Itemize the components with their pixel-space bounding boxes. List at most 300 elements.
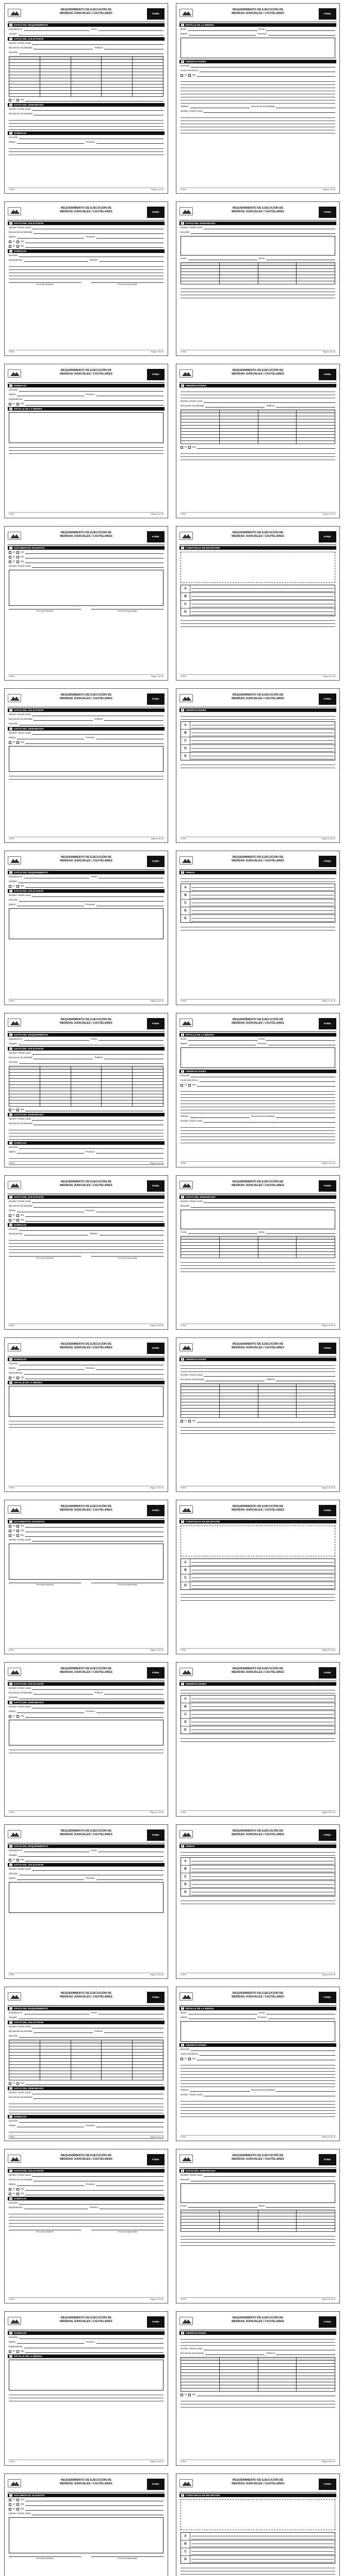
table-cell[interactable] <box>71 94 102 97</box>
department-field[interactable] <box>24 1233 88 1235</box>
text-field[interactable] <box>25 99 163 101</box>
ruled-lines[interactable] <box>181 1736 335 1742</box>
department-field[interactable] <box>24 2346 163 2348</box>
ruled-lines[interactable] <box>181 924 335 930</box>
department-field[interactable] <box>24 259 88 262</box>
free-text-box[interactable] <box>9 412 163 443</box>
checkbox[interactable] <box>17 1530 19 1532</box>
text-field[interactable] <box>197 2058 335 2060</box>
text-field[interactable] <box>197 1084 335 1087</box>
text-field[interactable] <box>25 1859 163 1861</box>
district-field[interactable] <box>17 2183 84 2186</box>
free-text-box[interactable] <box>181 236 335 256</box>
court-field[interactable] <box>19 880 163 883</box>
ruled-lines[interactable] <box>181 2565 335 2574</box>
email-field[interactable] <box>200 1079 335 1082</box>
amount-field[interactable] <box>266 258 335 260</box>
checkbox[interactable] <box>17 2508 19 2511</box>
checkbox[interactable] <box>17 2193 19 2195</box>
signature-applicant[interactable]: Firma del solicitante <box>9 1256 81 1259</box>
text-field[interactable] <box>25 1214 163 1217</box>
province-field[interactable] <box>268 1043 335 1045</box>
name-field[interactable] <box>204 227 335 229</box>
checkbox[interactable] <box>9 1377 11 1379</box>
ruled-lines[interactable] <box>181 1125 335 1143</box>
text-field[interactable] <box>25 2188 163 2191</box>
checkbox[interactable] <box>181 446 183 449</box>
table-cell[interactable] <box>181 1415 220 1418</box>
ruled-lines[interactable] <box>181 286 335 298</box>
id-doc-field[interactable] <box>34 47 93 49</box>
date-field[interactable] <box>99 2012 163 2014</box>
table-cell[interactable] <box>297 281 335 284</box>
free-text-box[interactable] <box>181 2183 335 2203</box>
province-field[interactable] <box>96 394 163 396</box>
province-field[interactable] <box>96 1210 163 1212</box>
name-field[interactable] <box>204 400 335 403</box>
province-field[interactable] <box>268 2016 335 2019</box>
text-field[interactable] <box>25 2350 163 2353</box>
court-field[interactable] <box>19 1854 163 1857</box>
address-field[interactable] <box>19 52 163 54</box>
table-cell[interactable] <box>71 2077 102 2080</box>
name-field[interactable] <box>204 1120 335 1123</box>
name-field[interactable] <box>32 1706 163 1708</box>
ruled-lines[interactable] <box>9 1127 163 1140</box>
name-field[interactable] <box>32 732 163 735</box>
defendant-address-field[interactable] <box>19 1146 163 1149</box>
table-cell[interactable] <box>297 441 335 444</box>
phone-field[interactable] <box>276 1379 335 1381</box>
address-field[interactable] <box>19 1061 163 1064</box>
checkbox[interactable] <box>9 2193 11 2195</box>
district-field[interactable] <box>189 2016 256 2019</box>
checkbox[interactable] <box>17 1109 19 1111</box>
address-field[interactable] <box>19 2035 163 2038</box>
table-cell[interactable] <box>181 281 220 284</box>
table-cell[interactable] <box>9 94 40 97</box>
ruled-lines[interactable] <box>181 1089 335 1113</box>
address-field[interactable] <box>19 2336 163 2339</box>
checkbox[interactable] <box>9 1214 11 1217</box>
name-field[interactable] <box>32 894 163 897</box>
checkbox[interactable] <box>17 241 19 243</box>
free-text-box[interactable] <box>9 908 163 939</box>
table-cell[interactable] <box>258 441 297 444</box>
table-cell[interactable] <box>297 1255 335 1258</box>
id-doc-field[interactable] <box>205 405 265 408</box>
table-cell[interactable] <box>258 1255 297 1258</box>
free-text-box[interactable] <box>9 1544 163 1580</box>
name-field[interactable] <box>32 1052 163 1055</box>
text-field[interactable] <box>25 885 163 888</box>
date-field[interactable] <box>99 876 163 878</box>
name-field[interactable] <box>204 2348 335 2350</box>
amount-field[interactable] <box>188 2012 257 2014</box>
defendant-id-field[interactable] <box>34 1123 163 1125</box>
table-cell[interactable] <box>258 281 297 284</box>
checkbox[interactable] <box>17 1377 19 1379</box>
table-cell[interactable] <box>133 1104 163 1107</box>
table-cell[interactable] <box>102 1104 133 1107</box>
amount-field[interactable] <box>188 28 257 31</box>
address-field[interactable] <box>191 1205 335 1208</box>
court-field[interactable] <box>19 1043 163 1045</box>
district-field[interactable] <box>17 1877 84 1880</box>
address-field[interactable] <box>19 1363 163 1365</box>
name-field[interactable] <box>32 565 163 568</box>
address-field[interactable] <box>19 1873 163 1875</box>
checkbox[interactable] <box>9 2188 11 2191</box>
checkbox[interactable] <box>17 561 19 563</box>
checkbox[interactable] <box>17 403 19 405</box>
table-cell[interactable] <box>297 2229 335 2232</box>
defendant-name-field[interactable] <box>32 2092 163 2094</box>
name-field[interactable] <box>32 2513 163 2515</box>
phone-field[interactable] <box>276 2352 335 2355</box>
checkbox[interactable] <box>9 885 11 888</box>
date-field[interactable] <box>188 2205 257 2208</box>
checkbox[interactable] <box>17 556 19 558</box>
address-field[interactable] <box>191 2048 335 2051</box>
table-cell[interactable] <box>9 1104 40 1107</box>
ruled-lines[interactable] <box>181 618 335 627</box>
signature-applicant[interactable]: Firma del solicitante <box>9 282 81 285</box>
text-field[interactable] <box>25 1525 163 1528</box>
free-text-box[interactable] <box>9 2517 163 2553</box>
name-field[interactable] <box>204 110 335 113</box>
id-doc-field[interactable] <box>34 2179 163 2181</box>
address-field[interactable] <box>19 1697 163 1699</box>
ruled-lines[interactable] <box>181 2233 335 2246</box>
checkbox[interactable] <box>188 74 191 77</box>
text-field[interactable] <box>25 241 163 243</box>
ruled-lines[interactable] <box>181 1363 335 1372</box>
free-text-box[interactable] <box>9 1386 163 1417</box>
text-field[interactable] <box>25 561 163 563</box>
phone-field[interactable] <box>104 47 163 49</box>
defendant-id-field[interactable] <box>34 113 163 115</box>
checkbox[interactable] <box>17 2082 19 2085</box>
text-field[interactable] <box>197 2394 335 2396</box>
date-field[interactable] <box>266 2012 335 2014</box>
free-text-box[interactable] <box>9 1882 163 1913</box>
table-cell[interactable] <box>40 1104 71 1107</box>
table-cell[interactable] <box>181 2388 220 2392</box>
defendant-address-field[interactable] <box>19 2120 163 2123</box>
phone-field[interactable] <box>190 106 250 108</box>
address-field[interactable] <box>191 65 335 67</box>
email-field[interactable] <box>200 2053 335 2056</box>
province-field[interactable] <box>96 1367 163 1370</box>
district-field[interactable] <box>17 1367 84 1370</box>
checkbox[interactable] <box>9 1715 11 1718</box>
ruled-lines[interactable] <box>9 1418 163 1428</box>
ruled-lines[interactable] <box>181 389 335 398</box>
district-field[interactable] <box>189 33 256 36</box>
ruled-lines[interactable] <box>9 773 163 779</box>
text-field[interactable] <box>25 2499 163 2501</box>
checkbox[interactable] <box>9 1534 11 1537</box>
table-cell[interactable] <box>297 2388 335 2392</box>
id-doc-field[interactable] <box>34 1057 93 1059</box>
checkbox[interactable] <box>17 1859 19 1861</box>
province-field[interactable] <box>96 1877 163 1880</box>
address-field[interactable] <box>19 389 163 392</box>
table-cell[interactable] <box>181 2229 220 2232</box>
text-field[interactable] <box>25 245 163 248</box>
checkbox[interactable] <box>181 1420 183 1422</box>
date-field[interactable] <box>99 28 163 31</box>
checkbox[interactable] <box>17 245 19 248</box>
ruled-lines[interactable] <box>181 1425 335 1434</box>
text-field[interactable] <box>197 446 335 449</box>
table-cell[interactable] <box>133 2077 163 2080</box>
checkbox[interactable] <box>9 1109 11 1111</box>
defendant-name-field[interactable] <box>32 1118 163 1121</box>
name-field[interactable] <box>204 1374 335 1377</box>
checkbox[interactable] <box>17 741 19 744</box>
ruled-lines[interactable] <box>181 714 335 720</box>
text-field[interactable] <box>25 2508 163 2511</box>
ruled-lines[interactable] <box>9 264 163 279</box>
text-field[interactable] <box>25 1377 163 1379</box>
table-cell[interactable] <box>181 1255 220 1258</box>
checkbox[interactable] <box>17 2499 19 2501</box>
id-doc-field[interactable] <box>205 1379 265 1381</box>
free-text-box[interactable] <box>181 38 335 58</box>
signature-official[interactable]: Firma del responsable <box>91 1583 163 1586</box>
text-field[interactable] <box>25 2193 163 2195</box>
checkbox[interactable] <box>17 1534 19 1537</box>
phone-field[interactable] <box>190 1115 250 1118</box>
case-number-field[interactable] <box>24 28 89 31</box>
text-field[interactable] <box>197 74 335 77</box>
checkbox[interactable] <box>17 2188 19 2191</box>
signature-official[interactable]: Firma del responsable <box>91 2556 163 2560</box>
signature-applicant[interactable]: Firma del solicitante <box>9 2230 81 2233</box>
ruled-lines[interactable] <box>181 2336 335 2346</box>
free-text-box[interactable] <box>181 1210 335 1229</box>
checkbox[interactable] <box>17 1214 19 1217</box>
table-cell[interactable] <box>133 94 163 97</box>
province-field[interactable] <box>96 2183 163 2186</box>
name-field[interactable] <box>32 2174 163 2177</box>
district-field[interactable] <box>17 1210 84 1212</box>
text-field[interactable] <box>25 403 163 405</box>
checkbox[interactable] <box>188 2394 191 2396</box>
checkbox[interactable] <box>188 1420 191 1422</box>
case-number-field[interactable] <box>24 876 89 878</box>
department-field[interactable] <box>24 2207 88 2209</box>
ruled-lines[interactable] <box>181 1687 335 1693</box>
phone-field[interactable] <box>104 718 163 721</box>
amount-field[interactable] <box>266 2205 335 2208</box>
checkbox[interactable] <box>9 2508 11 2511</box>
name-field[interactable] <box>32 1868 163 1871</box>
address-field[interactable] <box>191 2179 335 2181</box>
district-field[interactable] <box>17 2341 84 2344</box>
case-number-field[interactable] <box>24 1038 89 1041</box>
text-field[interactable] <box>25 556 163 558</box>
ruled-lines[interactable] <box>181 762 335 768</box>
checkbox[interactable] <box>9 561 11 563</box>
id-doc-field[interactable] <box>276 2089 335 2092</box>
free-text-box[interactable] <box>9 746 163 772</box>
address-field[interactable] <box>191 1075 335 1077</box>
name-field[interactable] <box>204 2174 335 2177</box>
table-cell[interactable] <box>181 441 220 444</box>
email-field[interactable] <box>200 70 335 72</box>
id-doc-field[interactable] <box>276 106 335 108</box>
defendant-id-field[interactable] <box>34 2096 163 2099</box>
ruled-lines[interactable] <box>9 2101 163 2113</box>
text-field[interactable] <box>25 1219 163 1222</box>
checkbox[interactable] <box>181 2058 183 2060</box>
address-field[interactable] <box>19 723 163 725</box>
checkbox[interactable] <box>17 2503 19 2506</box>
date-field[interactable] <box>266 28 335 31</box>
table-cell[interactable] <box>219 2388 258 2392</box>
ruled-lines[interactable] <box>181 1898 335 1904</box>
department-field[interactable] <box>24 398 163 401</box>
table-cell[interactable] <box>258 1415 297 1418</box>
signature-applicant[interactable]: Firma del solicitante <box>9 1583 81 1586</box>
phone-field[interactable] <box>100 2207 163 2209</box>
ruled-lines[interactable] <box>9 1238 163 1253</box>
ruled-lines[interactable] <box>9 2392 163 2401</box>
ruled-lines[interactable] <box>181 451 335 460</box>
name-field[interactable] <box>204 1200 335 1203</box>
phone-field[interactable] <box>100 1233 163 1235</box>
district-field[interactable] <box>189 1043 256 1045</box>
text-field[interactable] <box>25 2082 163 2085</box>
date-field[interactable] <box>266 1038 335 1041</box>
checkbox[interactable] <box>17 99 19 101</box>
text-field[interactable] <box>25 1109 163 1111</box>
district-field[interactable] <box>17 904 84 906</box>
checkbox[interactable] <box>9 2499 11 2501</box>
department-field[interactable] <box>24 1372 163 1375</box>
checkbox[interactable] <box>181 2394 183 2396</box>
ruled-lines[interactable] <box>9 1747 163 1753</box>
name-field[interactable] <box>32 2026 163 2028</box>
checkbox[interactable] <box>181 1084 183 1087</box>
province-field[interactable] <box>96 2125 163 2127</box>
free-text-box[interactable] <box>9 2360 163 2391</box>
name-field[interactable] <box>204 2094 335 2096</box>
text-field[interactable] <box>25 1534 163 1537</box>
defendant-name-field[interactable] <box>32 108 163 111</box>
date-field[interactable] <box>99 1850 163 1852</box>
phone-field[interactable] <box>276 405 335 408</box>
date-field[interactable] <box>188 1231 257 1234</box>
table-cell[interactable] <box>258 2229 297 2232</box>
signature-official[interactable]: Firma del responsable <box>91 2230 163 2233</box>
name-field[interactable] <box>32 1687 163 1690</box>
district-field[interactable] <box>17 2125 84 2127</box>
checkbox[interactable] <box>17 551 19 554</box>
province-field[interactable] <box>96 1151 163 1154</box>
signature-applicant[interactable]: Firma del solicitante <box>9 609 81 612</box>
name-field[interactable] <box>32 714 163 716</box>
free-text-box[interactable] <box>9 1720 163 1745</box>
text-field[interactable] <box>197 1420 335 1422</box>
checkbox[interactable] <box>17 2350 19 2353</box>
phone-field[interactable] <box>104 1692 163 1694</box>
signature-official[interactable]: Firma del responsable <box>91 282 163 285</box>
checkbox[interactable] <box>9 2082 11 2085</box>
checkbox[interactable] <box>9 241 11 243</box>
ruled-lines[interactable] <box>181 2398 335 2408</box>
checkbox[interactable] <box>17 1219 19 1222</box>
ruled-lines[interactable] <box>181 1850 335 1856</box>
ruled-lines[interactable] <box>181 79 335 104</box>
id-doc-field[interactable] <box>34 1205 163 1208</box>
checkbox[interactable] <box>17 1715 19 1718</box>
address-field[interactable] <box>19 255 163 257</box>
defendant-address-field[interactable] <box>19 137 163 139</box>
table-cell[interactable] <box>40 2077 71 2080</box>
id-doc-field[interactable] <box>34 1692 93 1694</box>
name-field[interactable] <box>32 1539 163 1541</box>
district-field[interactable] <box>17 737 84 739</box>
table-cell[interactable] <box>102 94 133 97</box>
id-doc-field[interactable] <box>34 718 93 721</box>
ruled-lines[interactable] <box>181 2098 335 2117</box>
address-field[interactable] <box>19 1228 163 1231</box>
table-cell[interactable] <box>9 2077 40 2080</box>
checkbox[interactable] <box>9 2503 11 2506</box>
date-field[interactable] <box>99 1038 163 1041</box>
checkbox[interactable] <box>9 245 11 248</box>
checkbox[interactable] <box>9 741 11 744</box>
checkbox[interactable] <box>188 2058 191 2060</box>
text-field[interactable] <box>25 1530 163 1532</box>
ruled-lines[interactable] <box>181 115 335 133</box>
ruled-lines[interactable] <box>181 876 335 882</box>
case-number-field[interactable] <box>24 1850 89 1852</box>
phone-field[interactable] <box>104 2030 163 2033</box>
checkbox[interactable] <box>9 551 11 554</box>
name-field[interactable] <box>32 227 163 229</box>
checkbox[interactable] <box>181 74 183 77</box>
address-field[interactable] <box>19 899 163 902</box>
province-field[interactable] <box>96 904 163 906</box>
checkbox[interactable] <box>188 446 191 449</box>
district-field[interactable] <box>17 394 84 396</box>
table-cell[interactable] <box>219 1415 258 1418</box>
text-field[interactable] <box>25 1715 163 1718</box>
table-cell[interactable] <box>219 441 258 444</box>
ruled-lines[interactable] <box>9 445 163 454</box>
id-doc-field[interactable] <box>276 1115 335 1118</box>
district-field[interactable] <box>17 1710 84 1713</box>
checkbox[interactable] <box>9 556 11 558</box>
table-cell[interactable] <box>40 94 71 97</box>
ruled-lines[interactable] <box>181 2062 335 2087</box>
ruled-lines[interactable] <box>9 2211 163 2227</box>
table-cell[interactable] <box>219 281 258 284</box>
checkbox[interactable] <box>17 885 19 888</box>
ruled-lines[interactable] <box>9 146 163 155</box>
ruled-lines[interactable] <box>181 1591 335 1601</box>
court-field[interactable] <box>19 2016 163 2019</box>
province-field[interactable] <box>96 141 163 144</box>
date-field[interactable] <box>188 258 257 260</box>
table-cell[interactable] <box>102 2077 133 2080</box>
id-doc-field[interactable] <box>34 2030 93 2033</box>
